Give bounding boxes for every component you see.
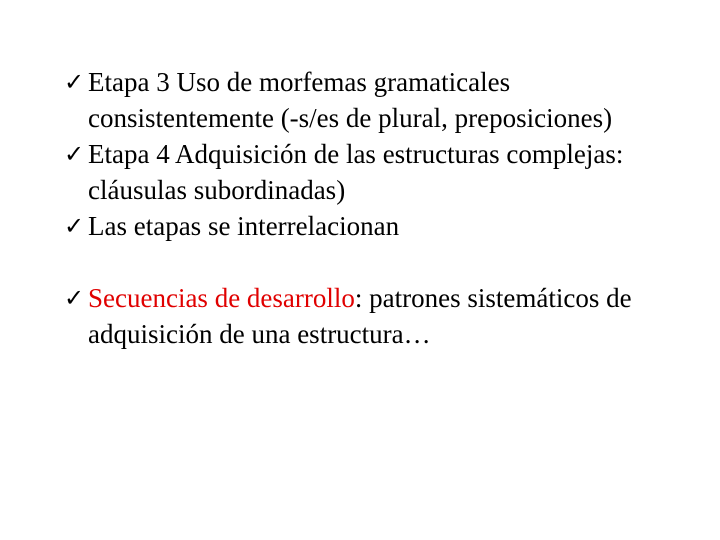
- bullet-list: [64, 64, 664, 352]
- bullet-item-interrelacion: [64, 208, 664, 244]
- bullet-item-etapa-3: [64, 64, 664, 136]
- checkmark-icon: ✓: [64, 68, 85, 96]
- bullet-text: Etapa 3 Uso de morfemas gramaticales consistentemente (-s/es de plural, preposiciones): [88, 67, 613, 133]
- checkmark-icon: ✓: [64, 212, 85, 240]
- bullet-text: Etapa 4 Adquisición de las estructuras complejas: cláusulas subordinadas): [88, 139, 624, 205]
- bullet-text: : patrones sistemáticos de adquisición de una estructura…: [88, 283, 632, 349]
- bullet-text: Las etapas se interrelacionan: [88, 211, 400, 241]
- bullet-item-secuencias: [64, 280, 664, 352]
- checkmark-icon: ✓: [64, 140, 85, 168]
- checkmark-icon: ✓: [64, 284, 85, 312]
- bullet-item-etapa-4: [64, 136, 664, 208]
- highlighted-term: Secuencias de desarrollo: [88, 283, 355, 313]
